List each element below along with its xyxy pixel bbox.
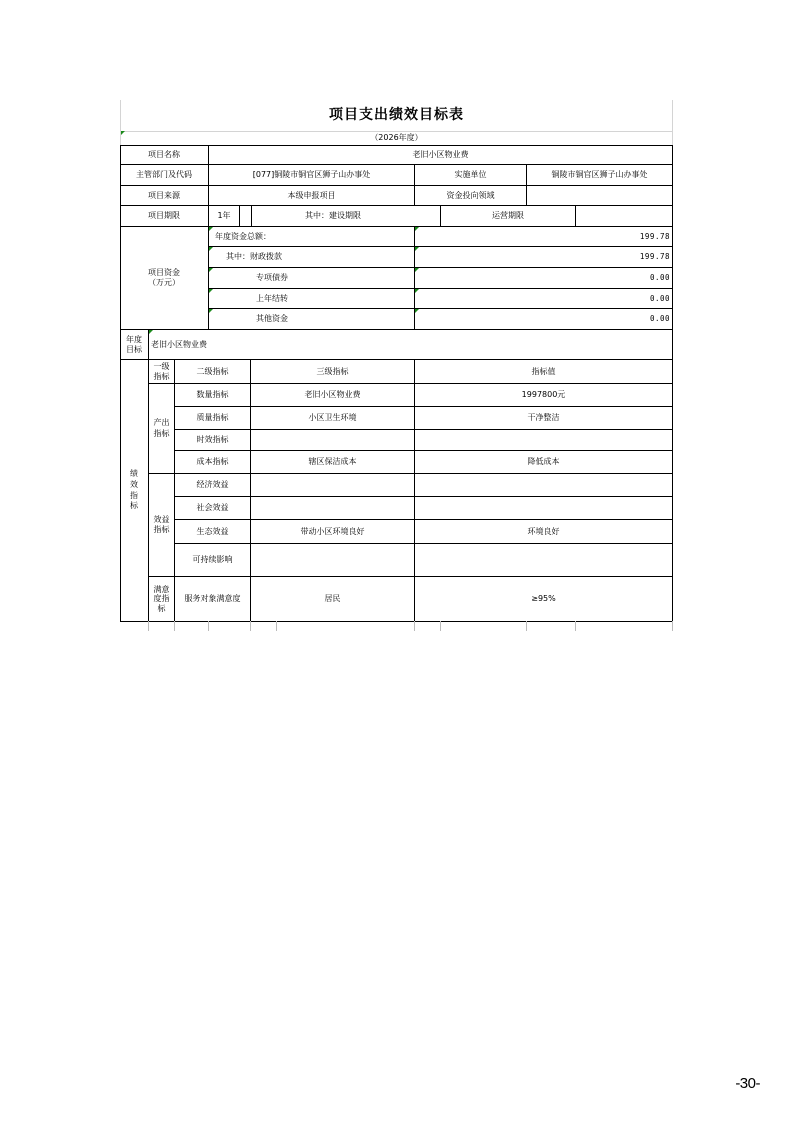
fund-row-label: 年度资金总额： [215, 231, 271, 241]
table-row-val: 1997800元 [521, 390, 566, 399]
fund-row-value: 0.00 [649, 273, 670, 283]
dept-value: [077]铜陵市铜官区狮子山办事处 [252, 170, 371, 179]
table-row-l2: 时效指标 [196, 435, 229, 444]
performance-target-table [120, 100, 673, 632]
satisfaction-indicator-label: 满意 度指 标 [153, 584, 170, 613]
fund-row-label: 其中：财政拨款 [226, 252, 282, 261]
table-row-l2: 服务对象满意度 [184, 594, 241, 603]
fund-row-value: 0.00 [649, 314, 670, 324]
table-row-l3 [251, 430, 414, 450]
table-row-l3: 带动小区环境良好 [300, 526, 365, 536]
period-label: 项目期限 [148, 211, 180, 220]
table-row-l3: 小区卫生环境 [308, 413, 357, 422]
comment-marker-icon [121, 131, 125, 135]
source-label: 项目来源 [148, 190, 180, 200]
table-row-val [415, 474, 672, 496]
table-row-val: 环境良好 [527, 526, 560, 536]
table-year: （2026年度） [370, 133, 423, 142]
table-row-l3: 老旧小区物业费 [304, 390, 361, 399]
fund-row-label: 其他资金 [256, 314, 288, 323]
table-row-l3: 居民 [324, 594, 341, 603]
project-name-value: 老旧小区物业费 [412, 150, 469, 159]
build-period-label: 其中：建设期限 [305, 211, 361, 220]
table-row-l2: 质量指标 [196, 413, 229, 422]
output-indicator-label: 产出 指标 [153, 418, 170, 438]
op-period-label: 运营期限 [492, 211, 524, 220]
page-number: -30- [735, 1075, 760, 1092]
val-header: 指标值 [531, 366, 556, 376]
benefit-indicator-label: 效益 指标 [153, 514, 170, 534]
table-row-l3 [251, 474, 414, 496]
table-row-val: 干净整洁 [527, 413, 560, 422]
fund-row-value: 199.78 [639, 252, 670, 262]
table-row-val [415, 497, 672, 519]
impl-value: 铜陵市铜官区狮子山办事处 [551, 170, 648, 179]
annual-goal-label: 年度 目标 [126, 334, 142, 354]
fund-row-value: 199.78 [639, 231, 670, 241]
source-value: 本级申报项目 [287, 190, 336, 200]
table-row-val: ≥95% [531, 594, 556, 603]
build-period-value [415, 206, 440, 226]
table-row-l2: 社会效益 [196, 503, 229, 512]
table-row-val [415, 430, 672, 450]
dept-label: 主管部门及代码 [136, 170, 192, 179]
fund-row-label: 专项债券 [256, 273, 288, 282]
impl-label: 实施单位 [454, 170, 487, 179]
table-row-l3: 辖区保洁成本 [308, 457, 357, 466]
table-row-val: 降低成本 [527, 457, 560, 466]
table-row-l3 [251, 544, 414, 576]
table-row-l3 [251, 497, 414, 519]
table-row-l2: 数量指标 [196, 390, 229, 399]
perf-main-label: 绩 效 指 标 [130, 468, 138, 511]
funds-label: 项目资金 （万元） [148, 268, 180, 287]
table-row-l2: 生态效益 [196, 526, 229, 536]
table-title: 项目支出绩效目标表 [329, 107, 464, 123]
field-value [527, 186, 672, 205]
table-row-val [415, 544, 672, 576]
l1-header: 一级 指标 [153, 362, 170, 381]
l3-header: 三级指标 [316, 366, 349, 376]
project-name-label: 项目名称 [148, 150, 180, 159]
op-period-value [576, 206, 672, 226]
period-value: 1年 [217, 211, 231, 220]
l2-header: 二级指标 [196, 366, 229, 376]
annual-goal-value: 老旧小区物业费 [151, 339, 207, 349]
table-row-l2: 可持续影响 [192, 555, 233, 564]
fund-row-value: 0.00 [649, 293, 670, 303]
table-row-l2: 经济效益 [196, 480, 229, 489]
fund-row-label: 上年结转 [256, 293, 288, 303]
field-label: 资金投向领域 [446, 190, 495, 200]
table-row-l2: 成本指标 [196, 457, 229, 466]
